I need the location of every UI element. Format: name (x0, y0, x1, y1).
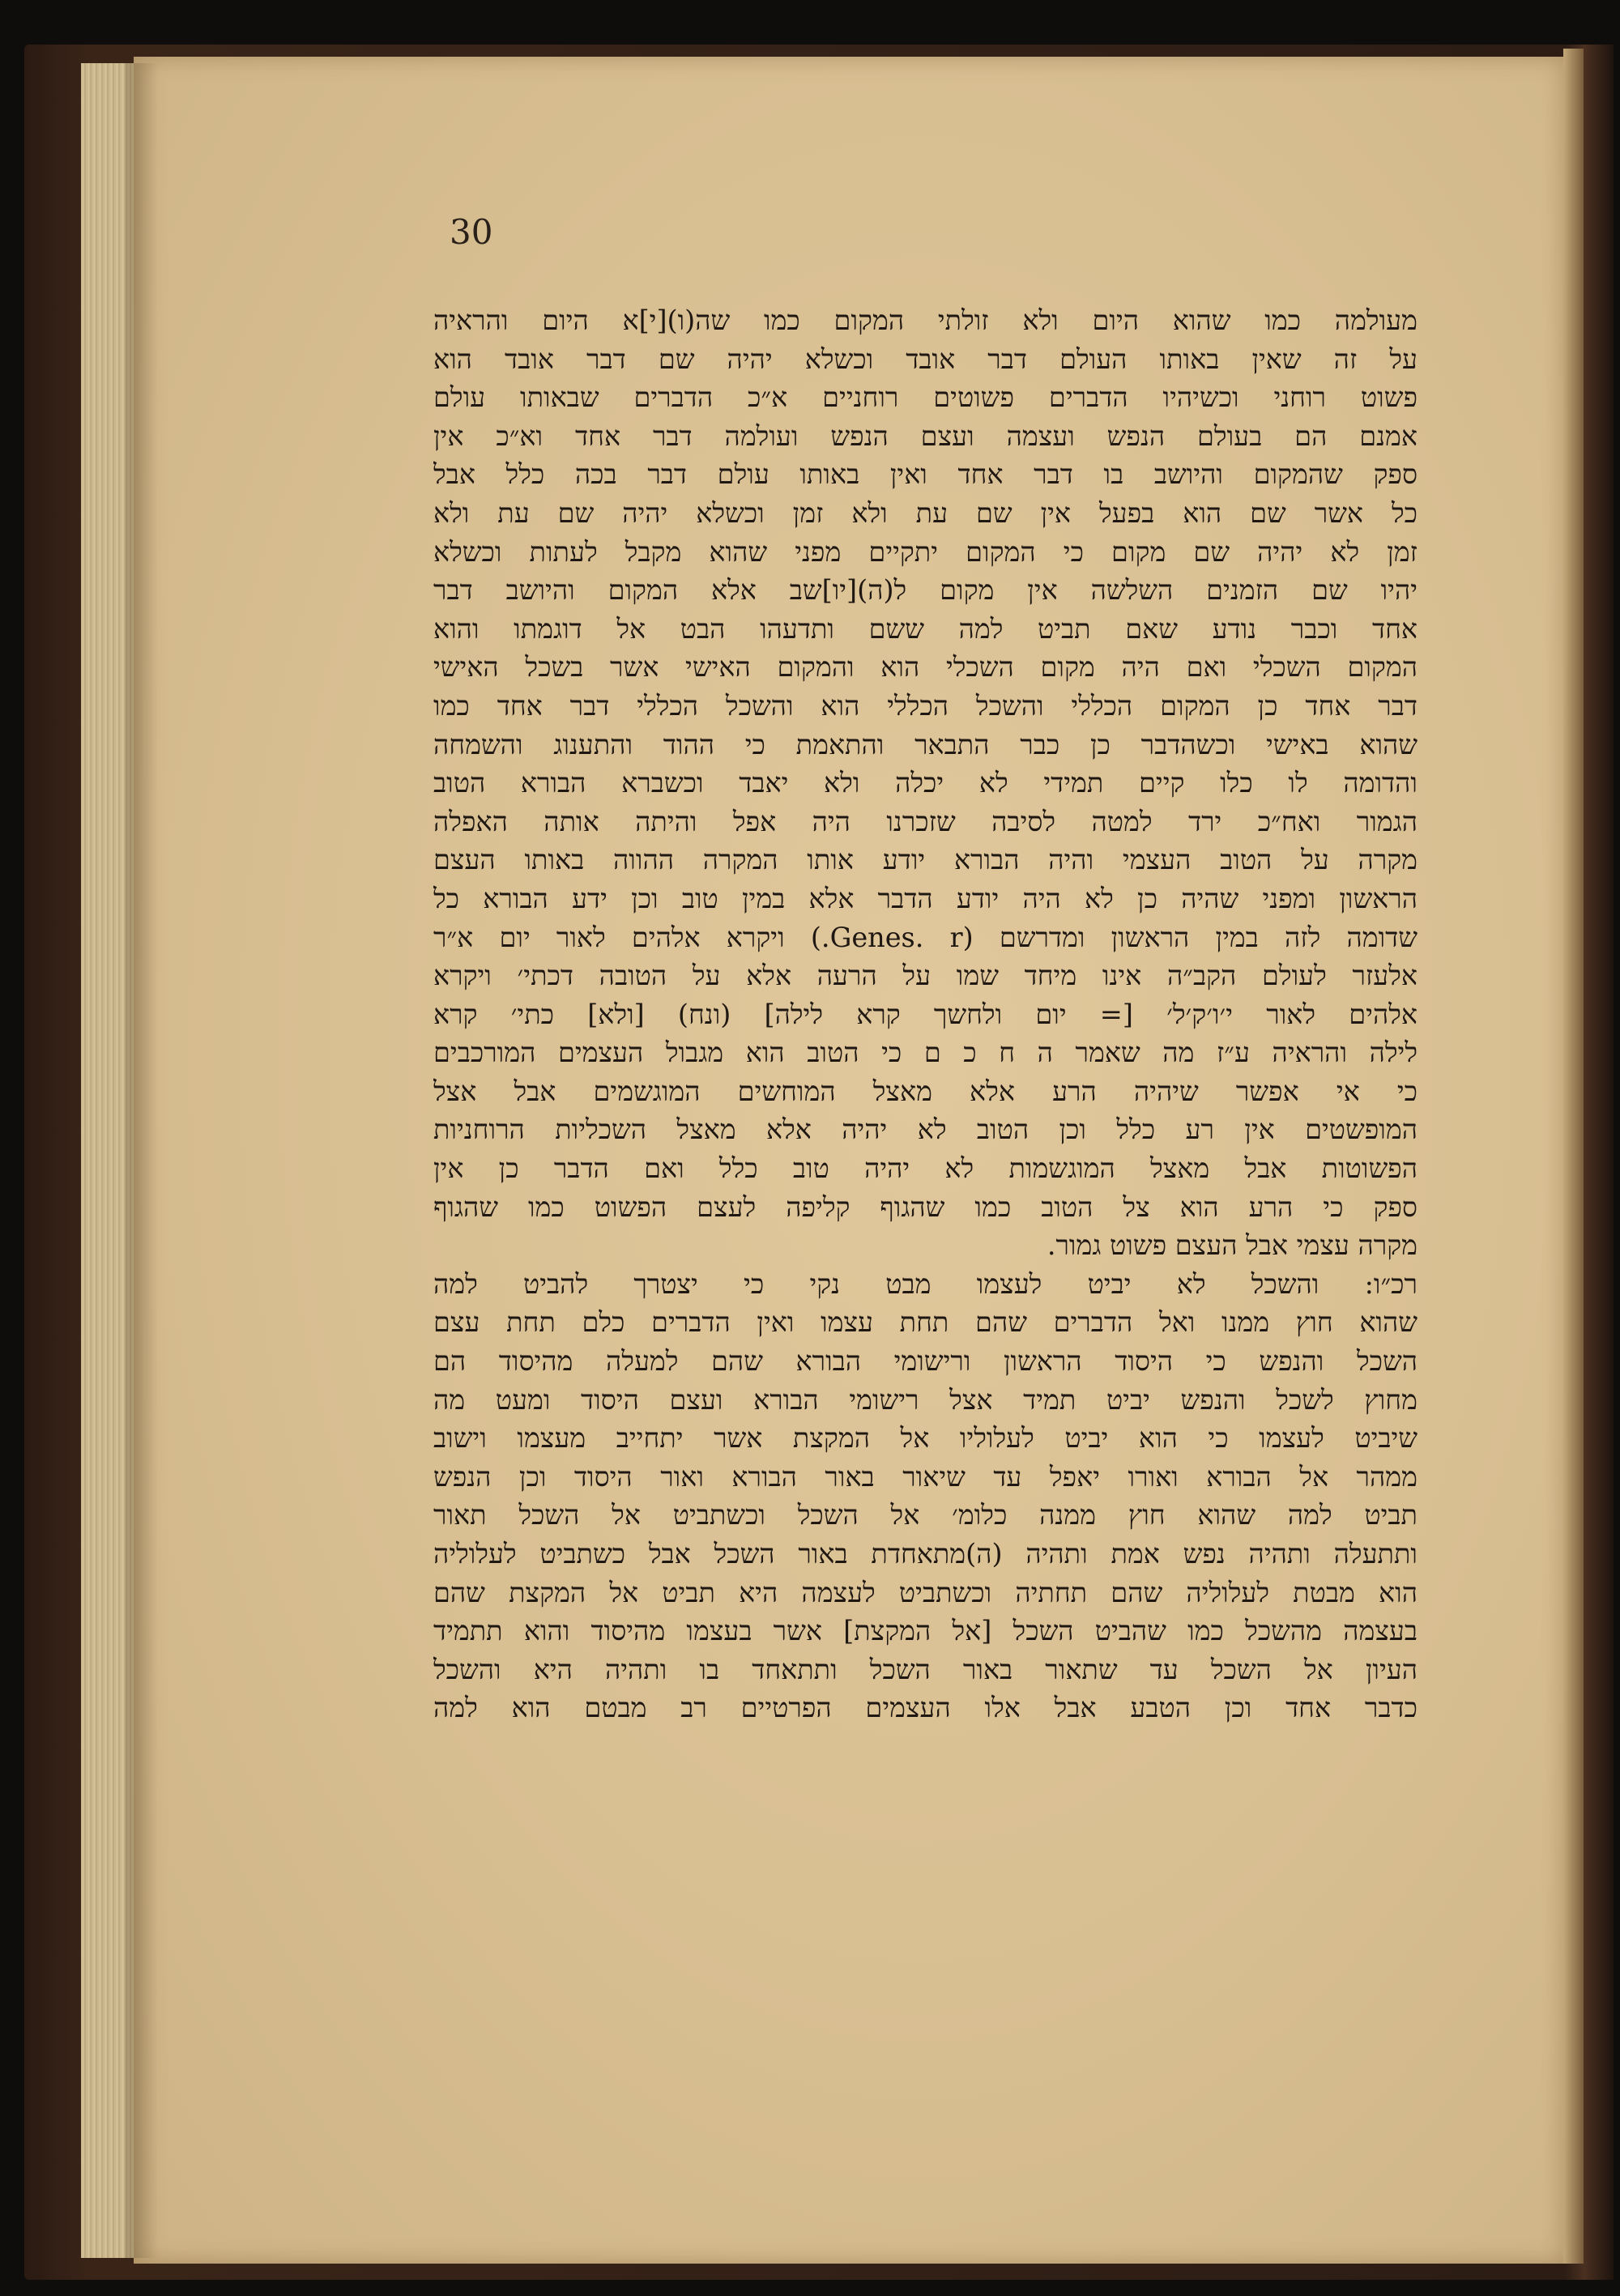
text-line: שדומה לזה במין הראשון ומדרשם (Genes. r.) ויקרא אלהים לאור יום א״ר (433, 921, 1418, 953)
text-line: דבר אחד כן המקום הכללי והשכל הכללי הוא והשכל הכללי דבר אחד כמו (433, 689, 1418, 722)
text-line: זמן לא יהיה שם מקום כי המקום יתקיים מפני שהוא מקבל לעתות וכשלא (433, 535, 1418, 568)
text-line: לילה והראיה ע״ז מה שאמר ה ח כ ם כי הטוב הוא מגבול העצמים המורכבים (433, 1037, 1418, 1069)
page-number: 30 (450, 212, 493, 252)
page-text-block (433, 301, 1418, 1727)
text-line: כדבר אחד וכן הטבע אבל אלו העצמים הפרטיים רב מבטם הוא למה (433, 1692, 1418, 1724)
text-line: מחוץ לשכל והנפש יביט תמיד אצל רישומי הבורא ועצם היסוד ומעט מה (433, 1383, 1418, 1416)
text-line: על זה שאין באותו העולם דבר אובד וכשלא יהיה שם דבר אובד הוא (433, 343, 1418, 375)
text-line: בעצמה מהשכל כמו שהביט השכל [אל המקצת] אשר בעצמו מהיסוד והוא תתמיד (433, 1615, 1418, 1647)
text-line: ספק כי הרע הוא צל הטוב כמו שהגוף קליפה לעצם הפשוט כמו שהגוף (433, 1191, 1418, 1223)
text-line: מקרה עצמי אבל העצם פשוט גמור. (1047, 1229, 1418, 1262)
text-line: שהוא באישי וכשהדבר כן כבר התבאר והתאמת כי ההוד והתענוג והשמחה (433, 728, 1418, 760)
text-line: אחד וכבר נודע שאם תביט למה ששם ותדעהו הבט אל דוגמתו והוא (433, 612, 1418, 645)
text-line: תביט למה שהוא חוץ ממנה כלומ׳ אל השכל וכשתביט אל השכל תאור (433, 1499, 1418, 1531)
text-line: פשוט רוחני וכשיהיו הדברים פשוטים רוחניים א״כ הדברים שבאותו עולם (433, 381, 1418, 414)
text-line: כי אי אפשר שיהיה הרע אלא מאצל המוחשים המוגשמים אבל אצל (433, 1075, 1418, 1107)
text-line: הוא מבטת לעלוליה שהם תחתיה וכשתביט לעצמה היא תביט אל המקצת שהם (433, 1576, 1418, 1608)
text-line: הגמור ואח״כ ירד למטה לסיבה שזכרנו היה אפל והיתה אותה האפלה (433, 805, 1418, 837)
text-line: שהוא חוץ ממנו ואל הדברים שהם תחת עצמו ואין הדברים כלם תחת עצם (433, 1306, 1418, 1339)
text-line: שיביט לעצמו כי הוא יביט לעלוליו אל המקצת אשר יתחייב מעצמו וישוב (433, 1422, 1418, 1455)
text-line: ותתעלה ותהיה נפש אמת ותהיה (ה)מתאחדת באור השכל אבל כשתביט לעלוליה (433, 1538, 1418, 1570)
text-line: אמנם הם בעולם הנפש ועצמה ועצם הנפש ועולמה דבר אחד וא״כ אין (433, 420, 1418, 452)
text-line: יהיו שם הזמנים השלשה אין מקום ל(ה)[יו]שב אלא המקום והיושב דבר (433, 574, 1418, 607)
text-line: ספק שהמקום והיושב בו דבר אחד ואין באותו עולם דבר בכה כלל אבל (433, 458, 1418, 491)
text-line: המופשטים אין רע כלל וכן הטוב לא יהיה אלא מאצל השכליות הרוחניות (433, 1114, 1418, 1146)
text-line: הפשוטות אבל מאצל המוגשמות לא יהיה טוב כלל ואם הדבר כן אין (433, 1152, 1418, 1185)
text-line: והדומה לו כלו קיים תמידי לא יכלה ולא יאבד וכשברא הבורא הטוב (433, 767, 1418, 799)
text-line: השכל והנפש כי היסוד הראשון ורישומי הבורא שהם למעלה מהיסוד הם (433, 1345, 1418, 1378)
text-line: המקום השכלי ואם היה מקום השכלי הוא והמקום האישי אשר בשכל האישי (433, 651, 1418, 684)
text-line: אלעזר לעולם הקב״ה אינו מיחד שמו על הרעה אלא על הטובה דכתי׳ ויקרא (433, 960, 1418, 992)
text-line: העיון אל השכל עד שתאור באור השכל ותתאחד בו ותהיה היא והשכל (433, 1653, 1418, 1685)
page-gutter-shadow (126, 63, 158, 2258)
text-line: רכ״ו: והשכל לא יביט לעצמו מבט נקי כי יצטרך להביט למה (433, 1267, 1418, 1300)
text-line: הראשון ומפני שהיה כן לא היה יודע הדבר אלא במין טוב וכן ידע הבורא כל (433, 882, 1418, 914)
text-line: ממהר אל הבורא ואורו יאפל עד שיאור באור הבורא ואור היסוד וכן הנפש (433, 1460, 1418, 1493)
text-line: כל אשר שם הוא בפעל אין שם עת ולא זמן וכשלא יהיה שם עת ולא (433, 496, 1418, 529)
text-line: מעולמה כמו שהוא היום ולא זולתי המקום כמו שה(ו)[י]א היום והראיה (433, 305, 1418, 336)
text-line: אלהים לאור י׳ו׳ק׳ל׳ [= יום ולחשך קרא לילה] (ונח) [ולא] כתי׳ קרא (433, 998, 1418, 1030)
text-line: מקרה על הטוב העצמי והיה הבורא יודע אותו המקרה ההווה באותו העצם (433, 844, 1418, 876)
page-right-edge (1563, 49, 1584, 2264)
